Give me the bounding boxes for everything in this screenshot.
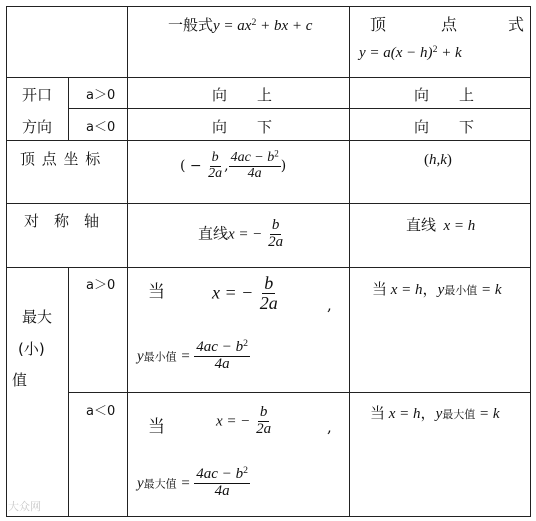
general-max-x: x = − $\frac{b}{2a}$ (216, 404, 272, 437)
grid-line (127, 6, 128, 517)
opening-up-general: 向 上 (212, 86, 273, 104)
axis-label: 对 称 轴 (24, 212, 100, 230)
grid-line (6, 77, 530, 78)
extremum-label-2: (小) (18, 340, 45, 358)
grid-line (6, 140, 530, 141)
grid-line (68, 108, 530, 109)
opening-cond-pos: a＞0 (86, 88, 116, 103)
general-min-y: y最小值 = $\frac{4ac - b^2}{4a}$ (137, 338, 248, 372)
grid-line (68, 77, 69, 140)
vertex-coord-label: 顶 点 坐 标 (20, 150, 102, 168)
opening-label-1: 开口 (22, 86, 53, 104)
opening-up-vertex: 向 上 (414, 86, 475, 104)
vertex-form-formula: $y = a(x - h)^2 + k$ (359, 44, 462, 61)
axis-vertex: 直线 x = h (406, 216, 476, 234)
grid-line (6, 267, 530, 268)
general-form-header (168, 14, 312, 35)
grid-line (530, 6, 531, 517)
grid-line (68, 267, 69, 517)
opening-cond-neg: a＜0 (86, 120, 116, 135)
vertex-form-label-1: 顶 (370, 15, 387, 34)
vertex-max: 当 x = h，y最大值 = k (370, 404, 500, 422)
opening-label-2: 方向 (22, 118, 53, 136)
general-form-label: 一般式 (168, 16, 214, 34)
general-min-comma: , (327, 296, 332, 314)
watermark: 大众网 (8, 500, 41, 513)
vertex-coord-general: ( − $\frac{b}{2a}$ , $\frac{4ac - b^2}{4a}$ ) (180, 148, 287, 181)
extremum-label-1: 最大 (22, 308, 53, 326)
vertex-coord-vertex-form: (h,k) (424, 152, 452, 168)
grid-line (68, 392, 530, 393)
general-form-formula: $y = ax^2$ + bx + c (213, 17, 313, 34)
grid-line (6, 6, 530, 7)
extremum-cond-pos: a＞0 (86, 278, 116, 293)
vertex-form-label-2: 点 (441, 15, 458, 34)
grid-line (6, 516, 530, 517)
opening-down-general: 向 下 (212, 118, 273, 136)
extremum-label-3: 值 (12, 371, 28, 389)
vertex-form-label-3: 式 (508, 15, 525, 34)
grid-line (349, 6, 350, 517)
extremum-cond-neg: a＜0 (86, 404, 116, 419)
vertex-min: 当 x = h，y最小值 = k (372, 280, 502, 298)
axis-general: 直线x = − $\frac{b}{2a}$ (198, 217, 284, 250)
general-min-x: x = − $\frac{b}{2a}$ (212, 273, 278, 313)
general-max-comma: , (327, 418, 332, 436)
grid-line (6, 6, 7, 517)
grid-line (6, 203, 530, 204)
general-max-when: 当 (148, 417, 165, 437)
general-min-when: 当 (148, 282, 165, 302)
general-max-y: y最大值 = $\frac{4ac - b^2}{4a}$ (137, 465, 248, 499)
opening-down-vertex: 向 下 (414, 118, 475, 136)
